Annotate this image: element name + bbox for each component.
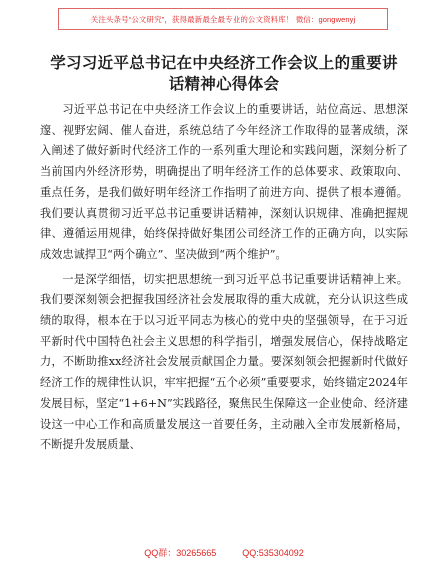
- document-body: [40, 100, 408, 456]
- banner-text: 关注头条号“公文研究”，获得最新最全最专业的公文资料库！ 微信：gongwenyj: [90, 14, 356, 24]
- top-banner: [58, 8, 388, 30]
- footer-qq: QQ:535304092: [242, 548, 304, 558]
- document-title: 学习习近平总书记在中央经济工作会议上的重要讲话精神心得体会: [50, 53, 398, 93]
- paragraph-intro: 习近平总书记在中央经济工作会议上的重要讲话，站位高远、思想深邃、视野宏阔、催人奋进，系统总结了今年经济工作取得的显著成绩，深入阐述了做好新时代经济工作的一系列重大理论和实践问题，深刻分析了当前国内外经济形势，明确提出了明年经济工作的总体要求、政策取向、重点任务，是我们做好明年经济工作指明了前进方向、提供了根本遵循。我们要认真贯彻习近平总书记重要讲话精神，深刻认识规律、准确把握规律、遵循运用规律，始终保持做好集团公司经济工作的正确方向，以实际成效忠诚捍卫“两个确立”、坚决做到“两个维护”。: [40, 103, 408, 261]
- footer-contact: [0, 546, 448, 559]
- paragraph-point-one: 一是深学细悟，切实把思想统一到习近平总书记重要讲话精神上来。我们要深刻领会把握我国经济社会发展取得的重大成就，充分认识这些成绩的取得，根本在于以习近平同志为核心的党中央的坚强领导，在于习近平新时代中国特色社会主义思想的科学指引，增强发展信心，保持战略定力，不断助推xx经济社会发展贡献国企力量。要深刻领会把握新时代做好经济工作的规律性认识，牢牢把握“五个必须”重要要求，始终锚定2024年发展目标，坚定“1+6+N”实践路径，聚焦民生保障这一企业使命、经济建设这一中心工作和高质量发展这一首要任务，主动融入全市发展新格局，不断提升发展质量、: [40, 272, 408, 452]
- footer-qq-group: QQ群：30265665: [144, 548, 217, 558]
